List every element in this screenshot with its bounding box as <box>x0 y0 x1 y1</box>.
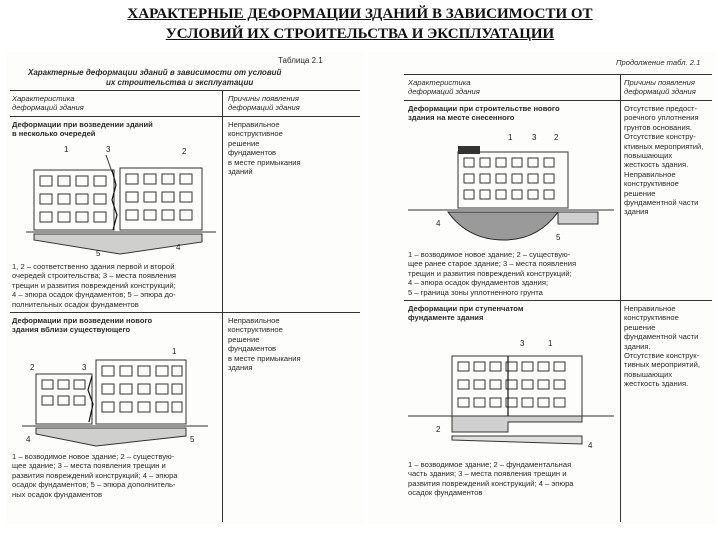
case3-cause-line: жесткость здания. <box>624 160 689 170</box>
column-header-causes-line2: деформаций здания <box>624 87 696 97</box>
case3-cause-line: Неправильное <box>624 169 676 179</box>
column-header-causes-line1: Причины появления <box>624 78 695 87</box>
left-page-scan <box>6 52 364 524</box>
case2-legend-line: щее здание; 3 – места появления трещин и <box>12 461 166 471</box>
case3-legend-line: 5 – граница зоны уплотненного грунта <box>408 287 543 297</box>
case1-cause-line: в месте примыкания <box>228 157 301 167</box>
column-header-characteristic-line2: деформаций здания <box>12 103 84 113</box>
continuation-label: Продолжение табл. 2.1 <box>616 58 701 67</box>
column-header-characteristic <box>408 78 480 97</box>
case1-title-line1: Деформации при возведении зданий <box>12 120 153 129</box>
case4-marker-3: 3 <box>520 339 525 348</box>
case1-legend-line: трещин и развития повреждений конструкций; <box>12 280 176 290</box>
case1-leader-3 <box>106 155 112 172</box>
case4-title-line1: Деформации при ступенчатом <box>408 304 524 313</box>
case3-old-building-remnant <box>458 146 480 154</box>
column-header-characteristic-line1: Характеристика <box>12 94 75 103</box>
case1-legend <box>12 262 176 309</box>
case2-marker-5: 5 <box>190 435 195 444</box>
case1-title-line2: в несколько очередей <box>12 129 96 139</box>
column-header-characteristic-line2: деформаций здания <box>408 87 480 97</box>
header-bottom-rule <box>404 100 712 101</box>
case3-title <box>408 104 560 123</box>
case2-new-building <box>96 360 186 424</box>
case3-settlement-diagram <box>558 212 598 224</box>
case4-title <box>408 304 523 323</box>
case1-cause-line: фундаментов <box>228 148 277 158</box>
case2-legend-line: ных осадок фундаментов <box>12 489 102 499</box>
column-divider <box>222 90 223 522</box>
case1-building-first-stage <box>34 170 114 230</box>
header-top-rule <box>404 74 712 75</box>
case1-cause-line: Неправильное <box>228 120 280 129</box>
case2-cause <box>228 316 301 372</box>
case2-cause-line: конструктивное <box>228 325 283 335</box>
case3-cause <box>624 104 703 217</box>
column-divider <box>620 74 621 522</box>
case3-legend-line: 1 – возводимое новое здание; 2 – существую- <box>408 250 571 259</box>
case4-cause-line: конструктивное <box>624 313 679 323</box>
case3-legend-line: 4 – эпюра осадок фундаментов здания; <box>408 278 549 288</box>
case2-cause-line: фундаментов <box>228 344 277 354</box>
case1-cause <box>228 120 301 176</box>
case2-cause-line: здания <box>228 363 253 373</box>
column-header-causes-line2: деформаций здания <box>228 103 300 113</box>
case1-marker-3: 3 <box>106 145 111 154</box>
column-header-causes <box>624 78 696 97</box>
case3-cause-line: повышающих <box>624 151 673 161</box>
case4-diagram <box>408 332 614 452</box>
case3-marker-3: 3 <box>532 133 537 142</box>
column-header-characteristic <box>12 94 84 113</box>
case3-cause-line: Отсутствие предост- <box>624 104 698 113</box>
case3-cause-line: фундаментной части <box>624 198 699 208</box>
header-bottom-rule <box>10 116 360 117</box>
case3-marker-5: 5 <box>556 233 561 242</box>
case3-title-line1: Деформации при строительстве нового <box>408 104 560 113</box>
case3-legend-line: щее ранее старое здание; 3 – места появления <box>408 259 577 269</box>
case2-marker-3: 3 <box>82 363 87 372</box>
case4-legend <box>408 460 574 498</box>
case4-legend-line: часть здания; 3 – места появления трещин и <box>408 469 567 479</box>
case1-marker-5: 5 <box>96 249 101 258</box>
case2-title-line1: Деформации при возведении нового <box>12 316 153 325</box>
header-top-rule <box>10 90 360 91</box>
case4-marker-4: 4 <box>588 441 593 450</box>
case2-diagram <box>22 342 208 448</box>
column-header-causes-line1: Причины появления <box>228 94 299 103</box>
case4-cause-line: жесткость здания. <box>624 379 689 389</box>
case1-cause-line: конструктивное <box>228 129 283 139</box>
case2-settlement-diagram <box>36 428 186 446</box>
case4-cause <box>624 304 700 389</box>
case1-diagram <box>26 140 216 258</box>
case3-marker-2: 2 <box>554 133 559 142</box>
case3-title-line2: здания на месте снесенного <box>408 113 515 123</box>
case1-building-second-stage <box>120 168 202 230</box>
case-separator-rule <box>404 300 712 301</box>
case2-legend-line: 1 – возводимое новое здание; 2 – существую- <box>12 452 175 461</box>
case2-legend-line: осадок фундаментов; 5 – эпюра дополнитель- <box>12 480 176 490</box>
case1-marker-2: 2 <box>182 147 187 156</box>
case1-cause-line: решение <box>228 138 260 148</box>
case3-marker-4: 4 <box>436 219 441 228</box>
case2-marker-2: 2 <box>30 363 35 372</box>
case1-legend-line: 1, 2 – соответственно здания первой и второй <box>12 262 175 271</box>
case4-marker-2: 2 <box>436 425 441 434</box>
case2-title-line2: здания вблизи существующего <box>12 325 131 335</box>
column-header-characteristic-line1: Характеристика <box>408 78 471 87</box>
case2-cause-line: решение <box>228 334 260 344</box>
case4-cause-line: Неправильное <box>624 304 676 313</box>
case1-marker-1: 1 <box>64 145 69 154</box>
case3-cause-line: Отсутствие констру- <box>624 132 696 142</box>
case2-legend <box>12 452 178 499</box>
case2-cause-line: Неправильное <box>228 316 280 325</box>
slide-title-line2: УСЛОВИЙ ИХ СТРОИТЕЛЬСТВА И ЭКСПЛУАТАЦИИ <box>165 26 555 42</box>
case2-marker-1: 1 <box>172 347 177 356</box>
case1-marker-4: 4 <box>176 243 181 252</box>
case4-cause-line: повышающих <box>624 369 673 379</box>
case2-title <box>12 316 152 335</box>
case4-stepped-foundation <box>452 416 582 432</box>
case3-new-building <box>458 152 568 208</box>
case4-cause-line: фундаментной части <box>624 332 699 342</box>
table-caption-line2: их строительства и эксплуатации <box>106 78 254 87</box>
slide-title <box>60 4 660 44</box>
case3-compacted-soil-zone <box>448 212 558 240</box>
case2-cause-line: в месте примыкания <box>228 353 301 363</box>
case4-title-line2: фундаменте здания <box>408 313 484 323</box>
table-label: Таблица 2.1 <box>278 56 323 65</box>
case4-legend-line: осадок фундаментов <box>408 488 483 498</box>
case3-cause-line: конструктивное <box>624 179 679 189</box>
case1-legend-line: очередей строительства; 3 – места появления <box>12 271 177 281</box>
case3-legend-line: трещин и развития повреждений конструкций; <box>408 268 572 278</box>
case4-legend-line: 1 – возводимое здание; 2 – фундаментальная <box>408 460 572 469</box>
case3-marker-1: 1 <box>508 133 513 142</box>
case4-cause-line: решение <box>624 322 656 332</box>
case2-legend-line: развития повреждений конструкций; 4 – эпюра <box>12 470 178 480</box>
case4-cause-line: здания. <box>624 341 651 351</box>
case4-cause-line: Отсутствие конструк- <box>624 351 700 361</box>
case4-marker-1: 1 <box>548 339 553 348</box>
case1-title <box>12 120 153 139</box>
case1-legend-line: 4 – эпюра осадок фундаментов; 5 – эпюра до- <box>12 290 176 300</box>
right-page-scan <box>368 52 716 524</box>
case4-legend-line: развития повреждений конструкций; 4 – эпюра <box>408 478 574 488</box>
case-separator-rule <box>10 312 360 313</box>
table-caption-line1: Характерные деформации зданий в зависимости от условий <box>28 68 282 77</box>
column-header-causes <box>228 94 300 113</box>
case1-cause-line: зданий <box>228 167 253 177</box>
case3-cause-line: ктивных мероприятий, <box>624 141 704 151</box>
case3-diagram <box>408 128 614 246</box>
case2-marker-4: 4 <box>26 435 31 444</box>
case3-cause-line: роечного уплотнения <box>624 113 699 123</box>
case4-cause-line: тивных мероприятий, <box>624 360 700 370</box>
case2-existing-building <box>36 374 92 424</box>
slide-title-line1: ХАРАКТЕРНЫЕ ДЕФОРМАЦИИ ЗДАНИЙ В ЗАВИСИМОСТИ ОТ <box>127 6 593 22</box>
case3-cause-line: здания <box>624 207 649 217</box>
case4-settlement-diagram <box>452 436 582 444</box>
case3-legend <box>408 250 576 297</box>
case3-cause-line: решение <box>624 188 656 198</box>
case3-cause-line: грунтов основания. <box>624 122 692 132</box>
case4-building <box>452 356 582 416</box>
case1-legend-line: полнительных осадок фундаментов <box>12 299 139 309</box>
